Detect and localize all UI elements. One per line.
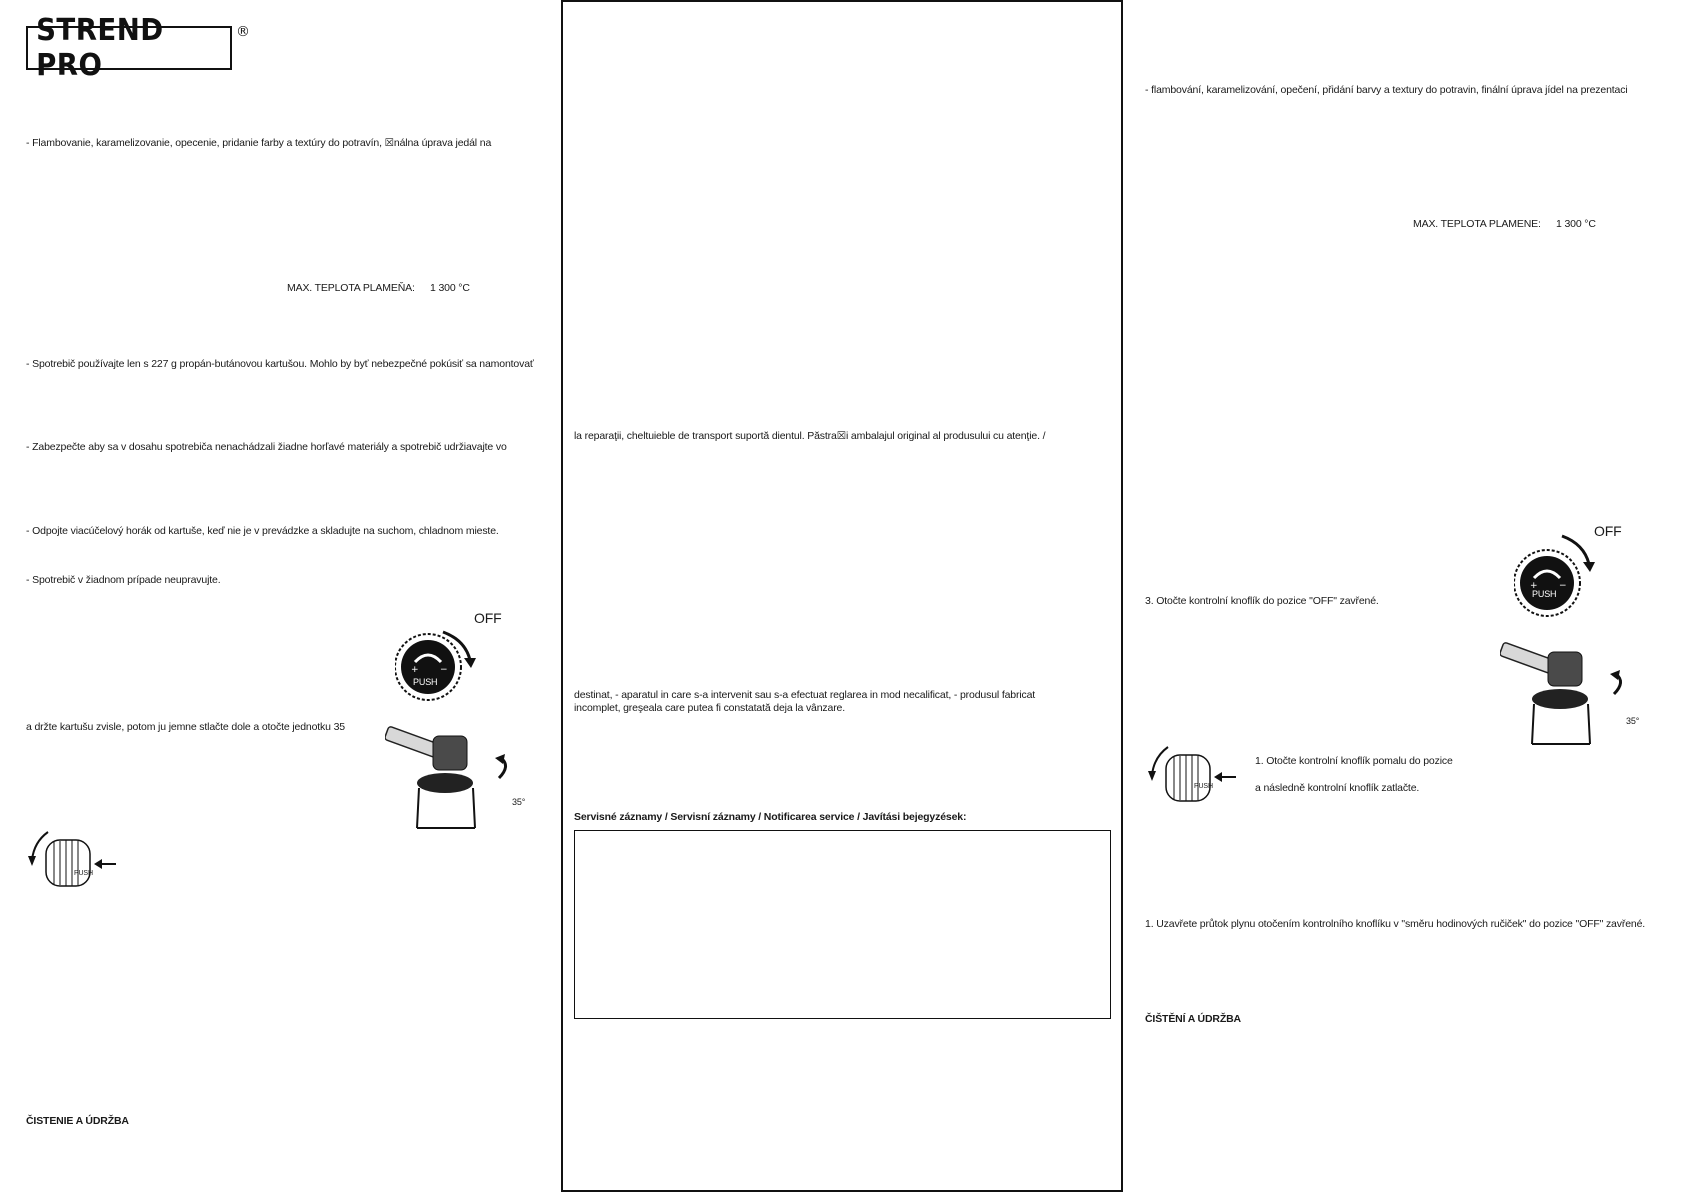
warranty-exclusion-line-1: destinat, - aparatul in care s-a intervenit sau s-a efectuat reglarea in mod necalificat, - produsul fabricat <box>574 689 1036 701</box>
push-label: PUSH <box>413 677 438 687</box>
use-description-cz: - flambování, karamelizování, opečení, přidání barvy a textury do potravin, finální úprava jídel na prezentaci <box>1145 84 1628 96</box>
push-knob-illustration <box>26 828 126 894</box>
svg-text:−: − <box>1559 581 1567 591</box>
warranty-exclusion-line-2: incomplet, greşeala care putea fi constatată deja la vânzare. <box>574 702 846 714</box>
off-knob-illustration-cz <box>1514 530 1634 630</box>
max-temp-value: 1 300 °C <box>430 282 470 294</box>
service-records-heading: Servisné záznamy / Servisní záznamy / Notificarea service / Javítási bejegyzések: <box>574 811 967 823</box>
repair-text: la reparaţii, cheltuieble de transport suportă dientul. Păstra☒i ambalajul original al produsului cu atenţie. / <box>574 430 1046 442</box>
warning-flammable: - Zabezpečte aby sa v dosahu spotrebiča nenachádzali žiadne horľavé materiály a spotrebič udržiavajte vo <box>26 441 507 453</box>
off-label-cz: OFF <box>1594 523 1622 539</box>
warning-disconnect: - Odpojte viacúčelový horák od kartuše, keď nie je v prevádzke a skladujte na suchom, chladnom mieste. <box>26 525 499 537</box>
svg-text:+: + <box>411 665 419 675</box>
svg-text:+: + <box>1530 581 1538 591</box>
warning-cartridge: - Spotrebič používajte len s 227 g propán-butánovou kartušou. Mohlo by byť nebezpečné pokúsiť sa namontovať <box>26 358 534 370</box>
use-description: - Flambovanie, karamelizovanie, opecenie, pridanie farby a textúry do potravín, ☒nálna úprava jedál na <box>26 137 492 149</box>
knob-push-label: PUSH <box>74 870 93 877</box>
brand-logo <box>26 13 232 83</box>
push-label-cz: PUSH <box>1532 589 1557 599</box>
step-1-line-1: 1. Otočte kontrolní knoflík pomalu do pozice <box>1255 755 1453 767</box>
angle-label: 35° <box>512 797 526 807</box>
warning-modify: - Spotrebič v žiadnom prípade neupravujte. <box>26 574 221 586</box>
push-knob-illustration-cz <box>1146 743 1246 809</box>
knob-push-label-cz: PUSH <box>1194 783 1213 790</box>
service-records-box <box>574 830 1111 1019</box>
brand-name: STREND PRO <box>36 13 164 83</box>
max-temp-label: MAX. TEPLOTA PLAMEŇA: <box>287 282 415 294</box>
cleaning-heading: ČISTENIE A ÚDRŽBA <box>26 1115 129 1127</box>
max-temp-label-cz: MAX. TEPLOTA PLAMENE: <box>1413 218 1541 230</box>
torch-illustration-cz <box>1500 636 1650 748</box>
angle-label-cz: 35° <box>1626 716 1640 726</box>
step-3-instruction: 3. Otočte kontrolní knoflík do pozice "OFF" zavřené. <box>1145 595 1379 607</box>
registered-mark: ® <box>236 24 250 40</box>
svg-text:−: − <box>440 665 448 675</box>
torch-illustration <box>385 718 535 830</box>
cleaning-heading-cz: ČIŠTĚNÍ A ÚDRŽBA <box>1145 1013 1241 1025</box>
max-temp-value-cz: 1 300 °C <box>1556 218 1596 230</box>
step-1-line-2: a následně kontrolní knoflík zatlačte. <box>1255 782 1420 794</box>
close-gas-instruction: 1. Uzavřete průtok plynu otočením kontrolního knoflíku v "směru hodinových ručiček" do pozice "OFF" zavřené. <box>1145 918 1646 930</box>
hold-instruction: a držte kartušu zvisle, potom ju jemne stlačte dole a otočte jednotku 35 <box>26 721 345 733</box>
off-label: OFF <box>474 610 502 626</box>
